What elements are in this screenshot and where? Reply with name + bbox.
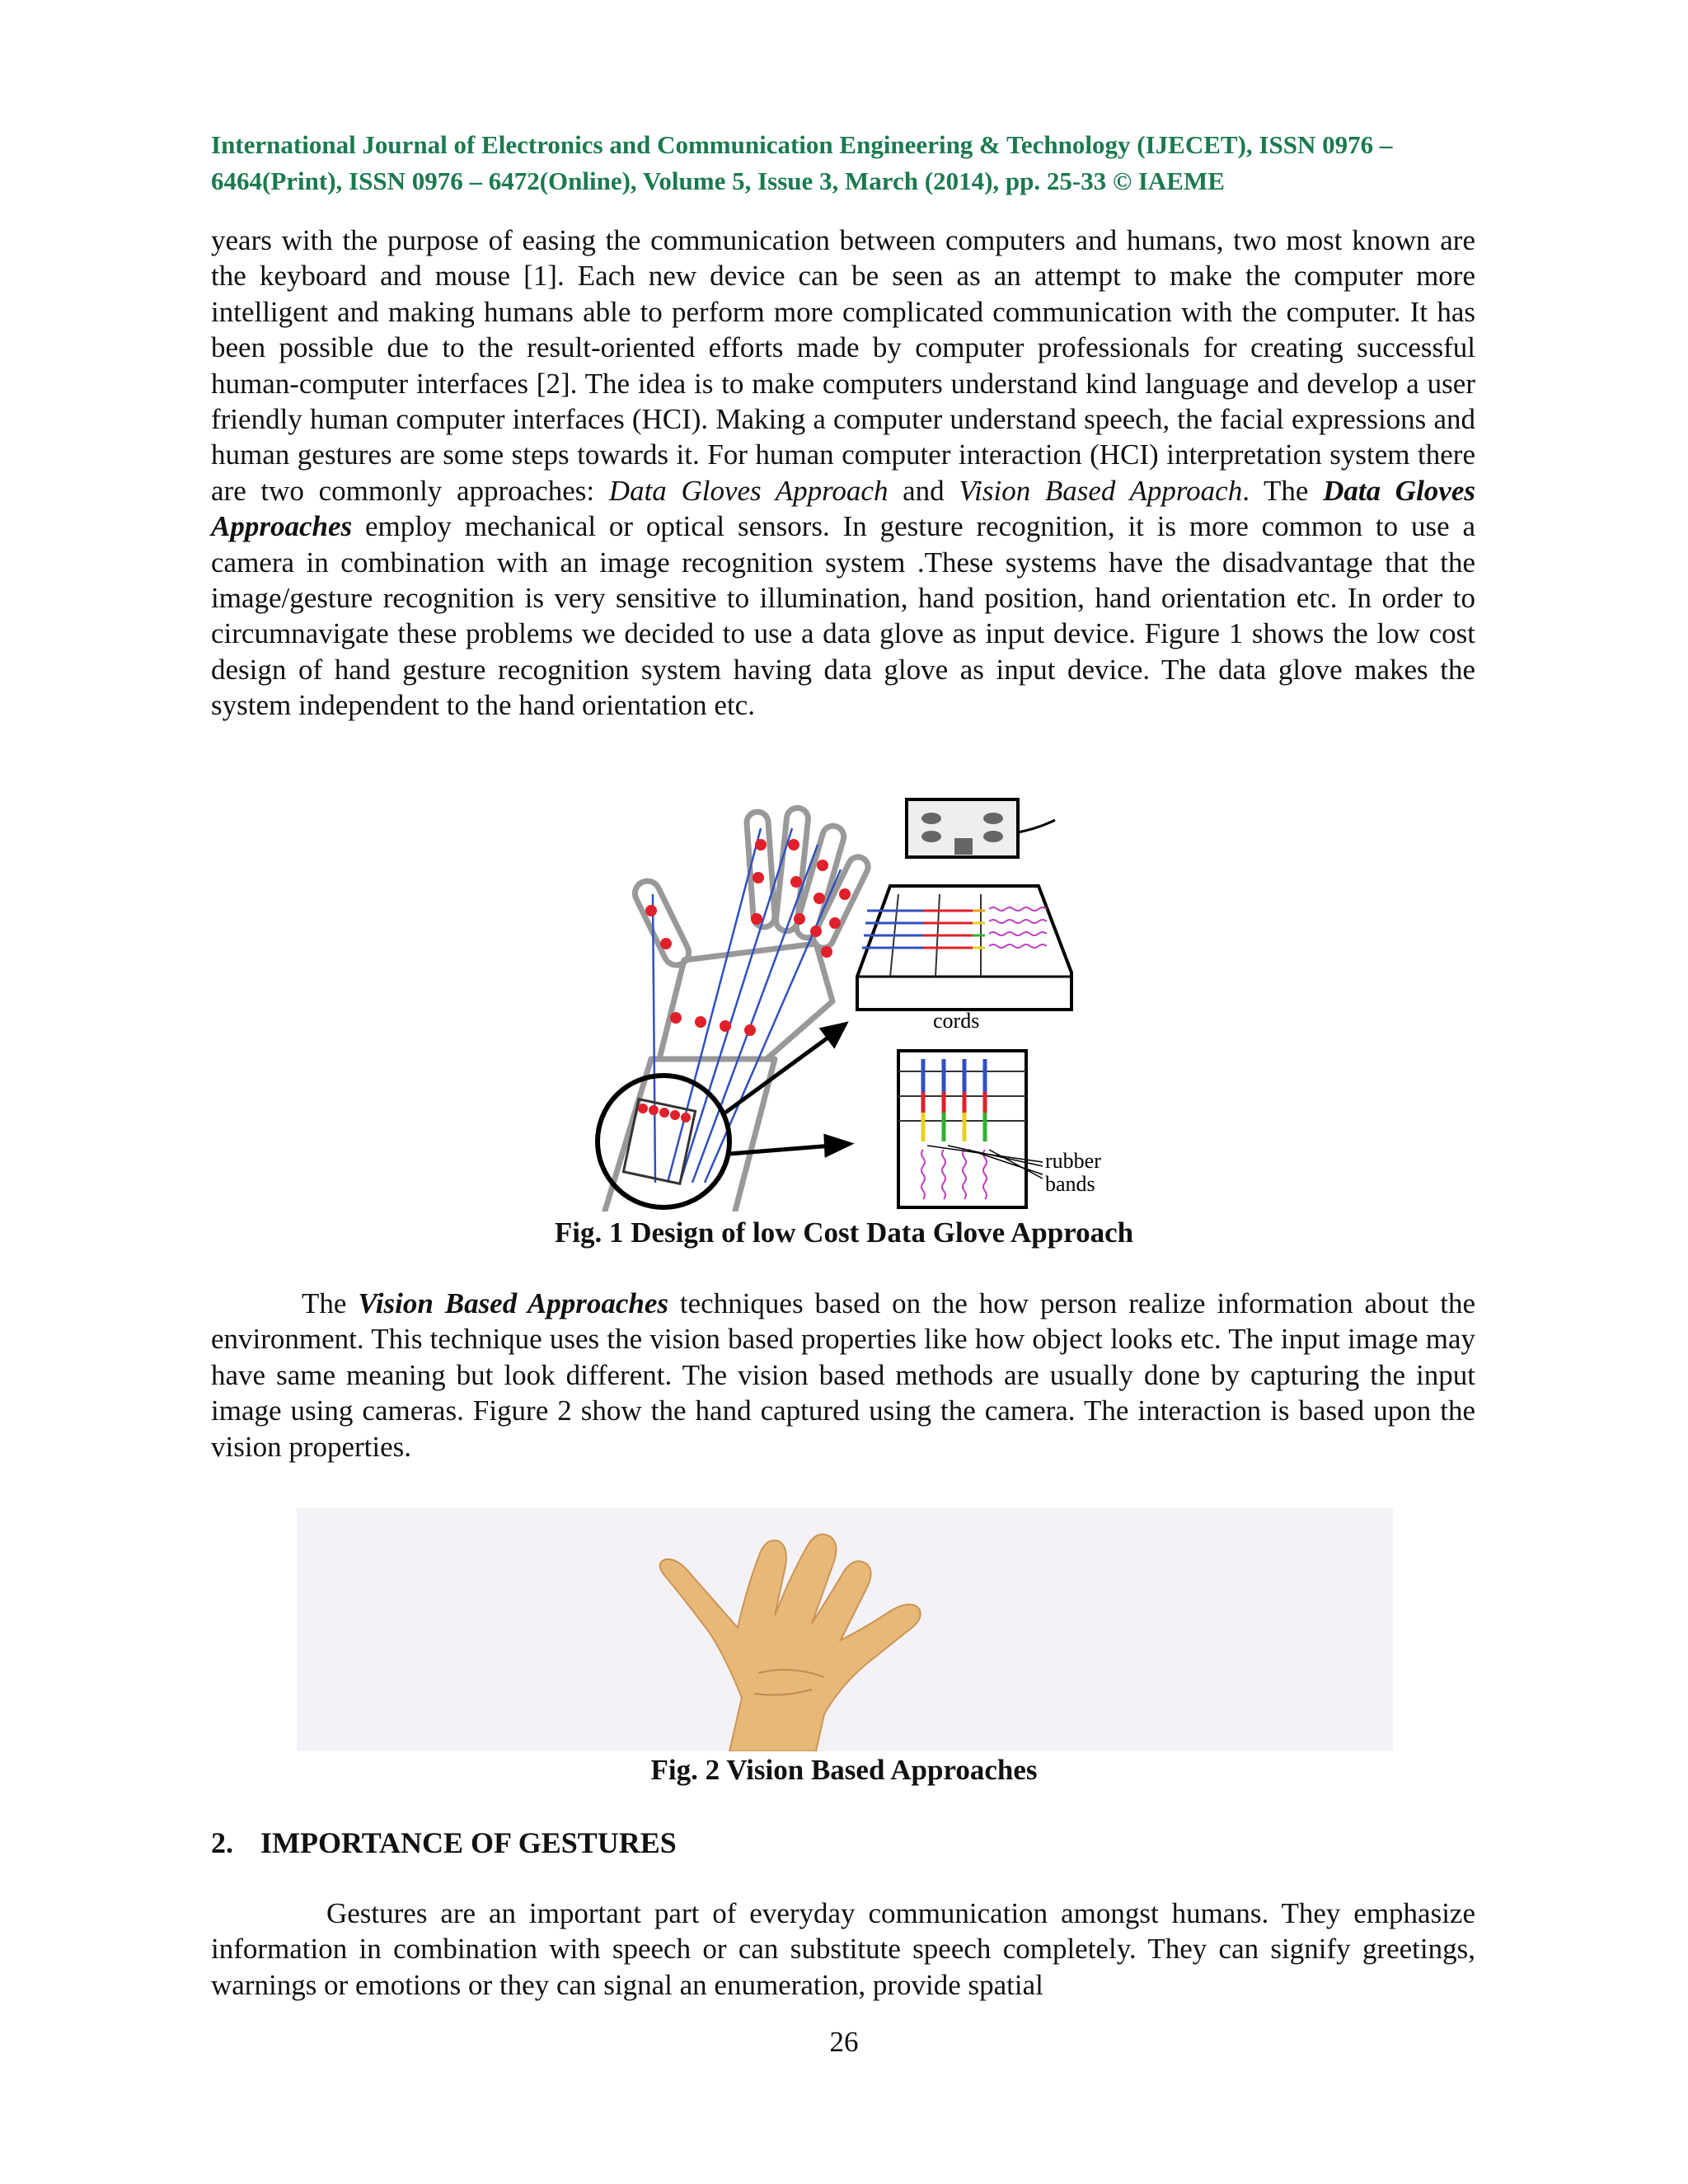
intro-paragraph [211, 223, 1475, 724]
text-run: employ mechanical or optical sensors. In gesture recognition, it is more common to use a camera in combination with an image recognition system .These systems have the disadvantage that the image/gesture recognition is very sensitive to illumination, hand position, hand orientation etc. In order to circumnavigate these problems we decided to use a data glove as input device. Figure 1 shows the low cost design of hand gesture recognition system having data glove as input device. The data glove makes the system independent to the hand orientation etc. [211, 510, 1475, 722]
vision-paragraph [211, 1286, 1475, 1465]
page-number: 26 [829, 2026, 859, 2058]
header-line-2: 6464(Print), ISSN 0976 – 6472(Online), Volume 5, Issue 3, March (2014), pp. 25-33 © IAEME [211, 166, 1225, 195]
text-run: years with the purpose of easing the communication between computers and humans, two most known are the keyboard and mouse [1]. Each new device can be seen as an attempt to make the computer more intelligent and making humans able to perform more complicated communication with the computer. It has been possible due to the result-oriented efforts made by computer professionals for creating successful human-computer interfaces [2]. The idea is to make computers understand kind language and develop a user friendly human computer interfaces (HCI). Making a computer understand speech, the facial expressions and human gestures are some steps towards it. For human computer interaction (HCI) interpretation system there are two commonly approaches: [211, 224, 1475, 507]
section-number: 2. [211, 1826, 233, 1859]
header-line-1: International Journal of Electronics and Communication Engineering & Technology (IJECET), ISSN 0976 – [211, 130, 1393, 159]
figure-2-caption: Fig. 2 Vision Based Approaches [650, 1754, 1038, 1786]
text-run: techniques based on the how person realize information about the environment. This technique uses the vision based properties like how object looks etc. The input image may have same meaning but look different. The vision based methods are usually done by capturing the input image using cameras. Figure 2 show the hand captured using the camera. The interaction is based upon the vision properties. [211, 1287, 1475, 1463]
section-title: IMPORTANCE OF GESTURES [260, 1826, 677, 1859]
gestures-paragraph [211, 1896, 1475, 2003]
label-cords: cords [933, 1009, 980, 1033]
italic-term: Vision Based Approach [959, 474, 1243, 507]
sensor-box-top [857, 886, 1071, 1010]
text-run: . The [1242, 474, 1324, 507]
section-heading [211, 1825, 677, 1860]
glove-wires [653, 828, 841, 1183]
magnifier-circle [598, 1076, 729, 1207]
bold-italic-term: Data Gloves Approaches [211, 474, 1475, 543]
italic-term: Data Gloves Approach [608, 474, 889, 507]
sensor-panel-bottom [898, 1051, 1043, 1207]
hand-photo [297, 1508, 1393, 1751]
bold-italic-term: Vision Based Approaches [358, 1287, 668, 1319]
text-run: and [888, 474, 959, 507]
text-run: The [302, 1287, 359, 1319]
figure-1-caption: Fig. 1 Design of low Cost Data Glove Approach [554, 1216, 1134, 1249]
board-dots [638, 1104, 691, 1122]
data-glove-diagram [560, 787, 1129, 1212]
label-rubber: rubber [1045, 1149, 1101, 1173]
label-bands: bands [1045, 1172, 1095, 1196]
camera-icon [907, 799, 1055, 857]
text-run: Gestures are an important part of everyday communication amongst humans. They emphasize information in combination with speech or can substitute speech completely. They can signify greetings, warnings or emotions or they can signal an enumeration, provide spatial [211, 1897, 1475, 2001]
journal-header [211, 127, 1480, 199]
